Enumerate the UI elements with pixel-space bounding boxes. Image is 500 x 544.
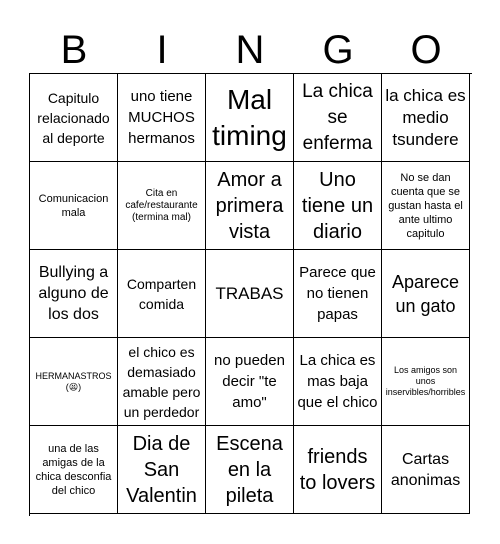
bingo-cell[interactable] (294, 162, 382, 250)
bingo-cell[interactable] (206, 74, 294, 162)
cell-text: Mal timing (212, 83, 287, 151)
bingo-cell[interactable] (118, 162, 206, 250)
cell-text: Cartas anonimas (390, 450, 461, 489)
cell-text: Aparece un gato (391, 271, 460, 316)
header-letter-g: G (322, 28, 354, 72)
bingo-cell[interactable] (382, 338, 470, 426)
cell-text: HERMANASTROS (😫) (35, 370, 112, 392)
cell-text: No se dan cuenta que se gustan hasta el ante ultimo capitulo (388, 171, 463, 240)
bingo-cell[interactable] (30, 426, 118, 514)
bingo-cell[interactable] (206, 426, 294, 514)
cell-text: Amor a primera vista (215, 168, 284, 243)
bingo-cell[interactable] (294, 338, 382, 426)
cell-text: el chico es demasiado amable pero un perdedor (122, 343, 201, 420)
bingo-cell[interactable] (294, 426, 382, 514)
cell-text: Capitulo relacionado al deporte (37, 89, 110, 146)
cell-text: la chica es medio tsundere (385, 85, 466, 149)
bingo-cell[interactable] (382, 162, 470, 250)
bingo-cell[interactable] (294, 250, 382, 338)
cell-text: TRABAS (215, 283, 284, 303)
bingo-cell[interactable] (206, 250, 294, 338)
header-letter-b: B (60, 28, 88, 72)
bingo-cell[interactable] (30, 162, 118, 250)
cell-text: Comunicacion mala (38, 192, 109, 219)
bingo-cell[interactable] (118, 426, 206, 514)
header-letter-o: O (410, 28, 442, 72)
cell-text: Los amigos son unos inservibles/horribles (385, 365, 466, 397)
bingo-header (30, 28, 470, 72)
bingo-cell[interactable] (30, 338, 118, 426)
cell-text: Uno tiene un diario (301, 168, 374, 243)
bingo-cell[interactable] (30, 74, 118, 162)
cell-text: Dia de San Valentin (126, 432, 197, 507)
bingo-cell[interactable] (30, 250, 118, 338)
bingo-cell[interactable] (294, 74, 382, 162)
cell-text: Bullying a alguno de los dos (38, 264, 109, 323)
bingo-cell[interactable] (118, 250, 206, 338)
cell-text: La chica se enferma (302, 80, 373, 154)
bingo-cell[interactable] (118, 338, 206, 426)
cell-text: no pueden decir "te amo" (214, 352, 285, 411)
bingo-cell[interactable] (206, 162, 294, 250)
cell-text: uno tiene MUCHOS hermanos (128, 88, 195, 147)
cell-text: Comparten comida (126, 275, 197, 312)
cell-text: Parece que no tienen papas (299, 264, 376, 323)
header-letter-i: I (156, 28, 168, 72)
cell-text: Escena en la pileta (216, 432, 283, 507)
bingo-grid (29, 73, 472, 516)
bingo-cell[interactable] (118, 74, 206, 162)
cell-text: una de las amigas de la chica desconfia del chico (35, 442, 112, 497)
header-letter-n: N (235, 28, 265, 72)
bingo-cell[interactable] (382, 74, 470, 162)
cell-text: La chica es mas baja que el chico (297, 352, 378, 411)
bingo-cell[interactable] (382, 426, 470, 514)
cell-text: Cita en cafe/restaurante (termina mal) (125, 187, 198, 223)
bingo-cell[interactable] (206, 338, 294, 426)
cell-text: friends to lovers (299, 445, 376, 494)
bingo-cell[interactable] (382, 250, 470, 338)
